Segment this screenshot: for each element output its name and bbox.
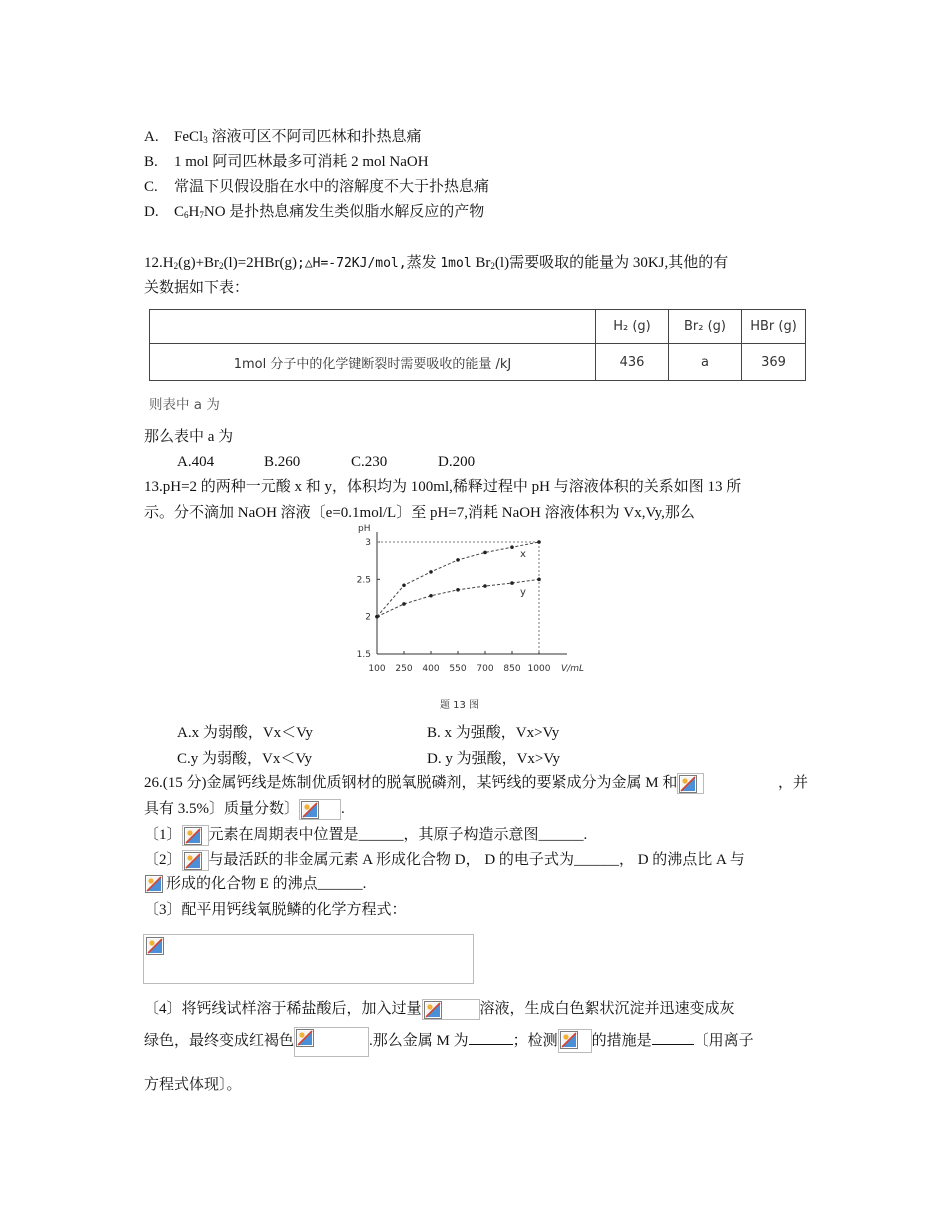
- series-y-point: [375, 615, 379, 619]
- x-tick-label: 100: [368, 664, 386, 674]
- equation-image-placeholder: [143, 934, 474, 984]
- y-tick-label: 2.5: [356, 575, 371, 586]
- q11-option-c: C. 常温下贝假设脂在水中的溶解度不大于扑热息痛: [144, 179, 490, 195]
- bond-energy-table: [149, 309, 806, 381]
- broken-image: [677, 773, 704, 794]
- broken-image-icon: [679, 775, 697, 793]
- q11-option-a: A. FeCl$_3$ 溶液可区不阿司匹林和扑热息痛: [144, 129, 422, 145]
- y-tick-label: 3: [365, 538, 371, 548]
- figure-caption: 题 13 图: [440, 700, 480, 711]
- q13-stem-line2: 示。分不滴加 NaOH 溶液〔e=0.1mol/L〕至 pH=7,消耗 NaOH 溶液体积为 Vx,Vy,那么: [144, 505, 695, 521]
- header-br2: Br₂ (g): [669, 310, 742, 344]
- series-y-line: [377, 579, 539, 616]
- x-tick-label: 250: [395, 664, 413, 674]
- q12-question: 那么表中 a 为: [144, 429, 234, 445]
- y-axis-label: pH: [358, 524, 371, 534]
- q26-sub1: 〔1〕 元素在周期表中位置是______，其原子构造示意图______.: [144, 825, 587, 846]
- q13-stem-line1: 13.pH=2 的两种一元酸 x 和 y，体积均为 100ml,稀释过程中 pH 与溶液体积的关系如图 13 所: [144, 479, 742, 495]
- x-tick-label: 700: [476, 664, 494, 674]
- x-tick-label: 550: [449, 664, 467, 674]
- broken-image-icon: [560, 1031, 578, 1049]
- scanned-caption: 则表中 a 为: [149, 397, 220, 413]
- q11-option-b: B. 1 mol 阿司匹林最多可消耗 2 mol NaOH: [144, 154, 429, 170]
- x-tick-label: 850: [503, 664, 521, 674]
- series-y-point: [510, 581, 514, 585]
- q26-line2: 具有 3.5%〕质量分数〕 .: [144, 799, 345, 820]
- broken-image: [294, 1027, 369, 1057]
- series-y-label: y: [520, 587, 526, 599]
- q26-sub2-line2: 形成的化合物 E 的沸点______.: [144, 874, 366, 895]
- row-label: 1mol 分子中的化学键断裂时需要吸收的能量 /kJ: [150, 344, 596, 381]
- series-y-point: [429, 594, 433, 598]
- value-br2: a: [669, 344, 742, 381]
- q12-stem-line2: 关数据如下表：: [144, 280, 250, 296]
- broken-image-icon: [146, 937, 164, 955]
- broken-image-icon: [184, 827, 202, 845]
- broken-image: [422, 999, 480, 1020]
- q26-sub4: 〔4〕将钙线试样溶于稀盐酸后，加入过量 溶液，生成白色絮状沉淀并迅速变成灰: [144, 999, 808, 1020]
- q26-sub2: 〔2〕 与最活跃的非金属元素 A 形成化合物 D， D 的电子式为______， D 的沸点比 A 与: [144, 850, 745, 871]
- broken-image-icon: [184, 852, 202, 870]
- ph-dilution-chart: [340, 522, 600, 717]
- series-x-point: [402, 584, 406, 588]
- q26-line1: 26.(15 分)金属钙线是炼制优质钢材的脱氧脱磷剂，某钙线的要紧成分为金属 M 和 ，并: [144, 773, 808, 794]
- broken-image: [182, 825, 209, 846]
- x-axis-label: V/mL: [561, 664, 584, 674]
- series-x-point: [483, 551, 487, 555]
- series-y-point: [483, 584, 487, 588]
- broken-image-icon: [424, 1001, 442, 1019]
- q11-option-d: D. $C_6H_7NO$ 是扑热息痛发生类似脂水解反应的产物: [144, 204, 485, 220]
- q13-options-row1: A.x 为弱酸，Vx＜Vy B. x 为强酸，Vx>Vy: [177, 725, 560, 741]
- q12-options: A.404 B.260 C.230 D.200: [177, 454, 476, 470]
- broken-image: [144, 874, 166, 895]
- x-tick-label: 400: [422, 664, 440, 674]
- value-h2: 436: [596, 344, 669, 381]
- q26-sub4-line2: 绿色，最终变成红褐色 .那么金属 M 为 ；检测 的措施是 〔用离子: [144, 1027, 754, 1057]
- broken-image-icon: [301, 801, 319, 819]
- series-y-point: [537, 578, 541, 582]
- q26-tail: 方程式体现〕。: [144, 1077, 242, 1093]
- broken-image: [558, 1029, 592, 1053]
- value-hbr: 369: [742, 344, 806, 381]
- x-tick-label: 1000: [527, 664, 551, 674]
- header-hbr: HBr (g): [742, 310, 806, 344]
- series-x-label: x: [520, 549, 526, 561]
- broken-image-icon: [296, 1029, 314, 1047]
- broken-image: [182, 850, 209, 871]
- header-h2: H₂ (g): [596, 310, 669, 344]
- q13-options-row2: C.y 为弱酸，Vx＜Vy D. y 为强酸，Vx>Vy: [177, 751, 561, 767]
- broken-image-icon: [145, 875, 163, 893]
- series-x-point: [537, 540, 541, 544]
- q12-stem: $12.H_2(g)+Br_2(l)=2HBr(g);\triangle H=-72KJ$/mol,蒸发 1mol $Br_2(l)$需要吸取的能量为 30KJ,其他的有: [144, 255, 729, 271]
- y-tick-label: 2: [365, 612, 371, 623]
- series-y-point: [402, 602, 406, 606]
- series-x-point: [510, 545, 514, 549]
- series-y-point: [456, 588, 460, 592]
- y-tick-label: 1.5: [356, 650, 371, 660]
- q26-sub3: 〔3〕配平用钙线氧脱鳞的化学方程式：: [144, 902, 407, 918]
- series-x-point: [456, 558, 460, 562]
- broken-image: [299, 799, 341, 820]
- series-x-point: [429, 570, 433, 574]
